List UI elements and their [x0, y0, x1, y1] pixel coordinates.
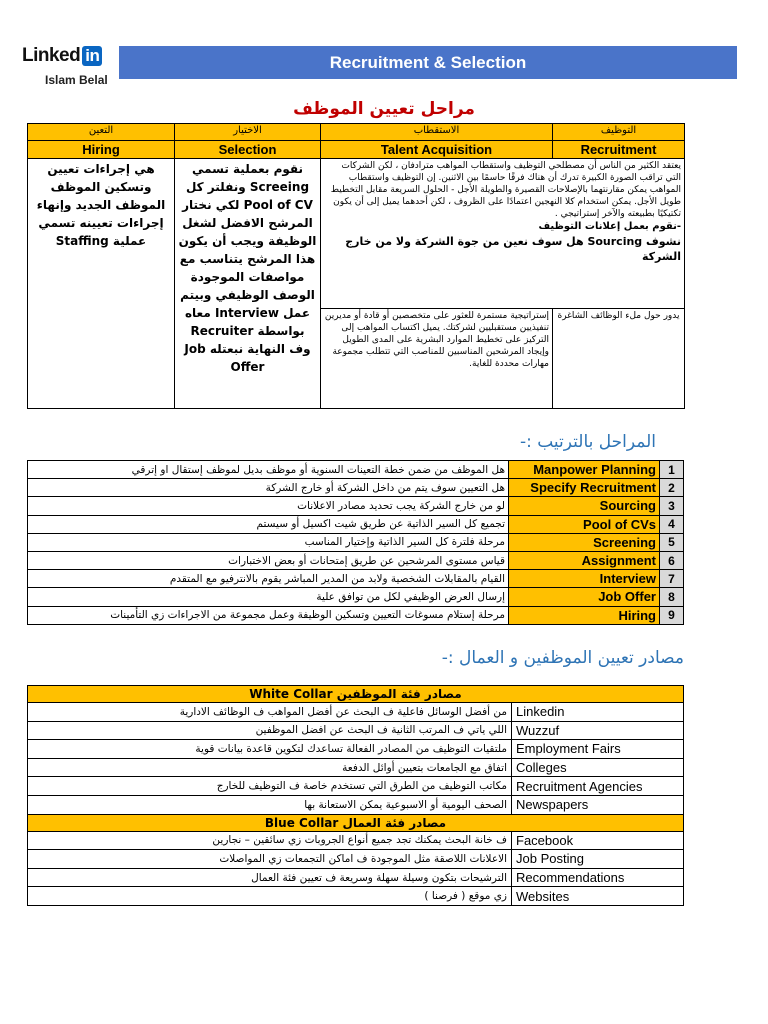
source-row: [28, 777, 684, 796]
hiring-description: هي إجراءات تعيين وتسكين الموظف الموظف الجديد وإنهاء إجراءات تعيينه تسمي عملية Staffing: [28, 159, 175, 409]
page-title-banner: Recruitment & Selection: [119, 46, 737, 79]
header-ar-recruitment: التوظيف: [553, 124, 685, 141]
source-row: [28, 758, 684, 777]
source-description: اتفاق مع الجامعات بتعيين أوائل الدفعة: [28, 758, 512, 777]
talent-acquisition-description: إستراتيجية مستمرة للعثور على متخصصين أو قادة أو مديرين تنفيذيين مستقبليين لشركتك. يميل اكتساب المواهب إلى التركيز على تخطيط الموارد البشرية على المدى الطويل وإيجاد المرشحين المناسبين للمناصب التي تتطلب مجموعة مهارات محددة للغاية.: [321, 309, 553, 409]
source-name: Employment Fairs: [512, 740, 684, 759]
order-row: [28, 551, 684, 569]
source-name: Recommendations: [512, 868, 684, 887]
header-en-selection: Selection: [175, 141, 321, 159]
step-description: القيام بالمقابلات الشخصية ولابد من المدير المباشر يقوم بالانترفيو مع المتقدم: [28, 570, 509, 588]
stages-en-header-row: [28, 141, 685, 159]
recruitment-description: [321, 159, 685, 309]
header-ar-hiring: التعين: [28, 124, 175, 141]
step-description: لو من خارج الشركة يجب تحديد مصادر الاعلانات: [28, 497, 509, 515]
header-ar-talent: الاستقطاب: [321, 124, 553, 141]
order-row: [28, 497, 684, 515]
step-name: Pool of CVs: [509, 515, 660, 533]
order-row: [28, 533, 684, 551]
source-row: [28, 887, 684, 906]
step-number: 6: [660, 551, 684, 569]
source-name: Websites: [512, 887, 684, 906]
step-number: 4: [660, 515, 684, 533]
source-description: ف خانة البحث يمكنك تجد جميع أنواع الجروبات زي سائقين – نجارين: [28, 831, 512, 850]
source-description: الصحف اليومية أو الاسبوعية يمكن الاستعانة بها: [28, 795, 512, 814]
source-description: الترشيحات بتكون وسيلة سهلة وسريعة ف تعيين فئة العمال: [28, 868, 512, 887]
source-name: Recruitment Agencies: [512, 777, 684, 796]
source-row: [28, 795, 684, 814]
author-name: Islam Belal: [45, 73, 108, 87]
order-row: [28, 479, 684, 497]
source-name: Newspapers: [512, 795, 684, 814]
sources-table: [27, 685, 684, 906]
header-en-talent: Talent Acquisition: [321, 141, 553, 159]
source-row: [28, 721, 684, 740]
source-description: من أفضل الوسائل فاعلية ف البحث عن أفضل المواهب ف الوظائف الادارية: [28, 703, 512, 722]
stages-heading: مراحل تعيين الموظف: [293, 99, 475, 119]
recruitment-intro: يعتقد الكثير من الناس أن مصطلحي التوظيف واستقطاب المواهب مترادفان ، لكن الشركات التي تراقب الصورة الكبيرة تدرك أن هناك فرقًا حاسمًا بين الاثنين. إن التوظيف واستقطاب المواهب يمكن مقارنتهما بالإصلاحات القصيرة والطويلة الأجل - الحلول السريعة مقابل التخطيط طويل الأجل. يمكن استخدام كلا النهجين اعتمادًا على الظروف ، لكن أحدهما يميل إلى أن يكون تكتيكيًا بطبيعته والآخر إستراتيجي .: [330, 161, 681, 219]
step-name: Specify Recruitment: [509, 479, 660, 497]
recruitment-sourcing: نشوف Sourcing هل سوف نعين من جوة الشركة ولا من خارج الشركة: [345, 235, 681, 263]
step-number: 7: [660, 570, 684, 588]
logo-in-box: in: [82, 46, 102, 66]
source-description: زي موقع ( فرصنا ): [28, 887, 512, 906]
step-name: Interview: [509, 570, 660, 588]
step-description: هل التعيين سوف يتم من داخل الشركة أو خارج الشركة: [28, 479, 509, 497]
recruitment-ads: -نقوم بعمل إعلانات التوظيف: [538, 221, 681, 232]
step-description: تجميع كل السير الذاتية عن طريق شيت اكسيل أو سيستم: [28, 515, 509, 533]
header-en-recruitment: Recruitment: [553, 141, 685, 159]
stages-body-row-1: [28, 159, 685, 309]
source-name: Linkedin: [512, 703, 684, 722]
step-number: 3: [660, 497, 684, 515]
source-description: مكاتب التوظيف من الطرق التي تستخدم خاصة ف التوظيف للخارج: [28, 777, 512, 796]
stages-ar-header-row: [28, 124, 685, 141]
blue-collar-header-row: [28, 814, 684, 831]
source-row: [28, 740, 684, 759]
recruitment-jobs-note: يدور حول ملء الوظائف الشاغرة: [553, 309, 685, 409]
step-name: Hiring: [509, 606, 660, 624]
order-row: [28, 588, 684, 606]
order-heading: المراحل بالترتيب :-: [519, 432, 656, 452]
step-number: 9: [660, 606, 684, 624]
source-row: [28, 831, 684, 850]
source-name: Facebook: [512, 831, 684, 850]
step-description: قياس مستوى المرشحين عن طريق إمتحانات أو بعض الاختبارات: [28, 551, 509, 569]
step-name: Assignment: [509, 551, 660, 569]
step-name: Manpower Planning: [509, 461, 660, 479]
step-number: 5: [660, 533, 684, 551]
source-row: [28, 850, 684, 869]
step-name: Job Offer: [509, 588, 660, 606]
step-description: مرحلة فلترة كل السير الذاتية وإختيار المناسب: [28, 533, 509, 551]
source-description: ملتقيات التوظيف من المصادر الفعالة تساعدك لتكوين قاعدة بيانات قوية: [28, 740, 512, 759]
source-row: [28, 868, 684, 887]
step-description: مرحلة إستلام مسوغات التعيين وتسكين الوظيفة وعمل مجموعة من الاجراءات زي التأمينات: [28, 606, 509, 624]
source-name: Wuzzuf: [512, 721, 684, 740]
header-ar-selection: الاختيار: [175, 124, 321, 141]
sources-heading: مصادر تعيين الموظفين و العمال :-: [441, 648, 684, 668]
linkedin-logo: [22, 45, 122, 90]
order-row: [28, 515, 684, 533]
order-row: [28, 461, 684, 479]
step-name: Sourcing: [509, 497, 660, 515]
source-name: Job Posting: [512, 850, 684, 869]
step-number: 8: [660, 588, 684, 606]
order-row: [28, 570, 684, 588]
source-name: Colleges: [512, 758, 684, 777]
source-description: الاعلانات اللاصقة مثل الموجودة ف اماكن التجمعات زي المواصلات: [28, 850, 512, 869]
step-name: Screening: [509, 533, 660, 551]
selection-description: نقوم بعملية تسمي Screeing ونفلتر كل Pool of CV لكي نختار المرشح الافضل لشغل الوظيفة ويجب أن يكون هذا المرشح يتناسب مع مواصفات الموجودة الوصف الوظيفي وبيتم عمل Interview معاه بواسطة Recruiter وف النهاية نبعتله Job Offer: [175, 159, 321, 409]
step-description: إرسال العرض الوظيفي لكل من توافق علية: [28, 588, 509, 606]
header-en-hiring: Hiring: [28, 141, 175, 159]
step-description: هل الموظف من ضمن خطة التعينات السنوية أو موظف بديل لموظف إستقال او إترقي: [28, 461, 509, 479]
step-number: 1: [660, 461, 684, 479]
stages-table: [27, 123, 685, 409]
white-collar-header-row: [28, 686, 684, 703]
white-collar-header: مصادر فئة الموظفين White Collar: [28, 686, 684, 703]
source-row: [28, 703, 684, 722]
step-number: 2: [660, 479, 684, 497]
blue-collar-header: مصادر فئة العمال Blue Collar: [28, 814, 684, 831]
order-row: [28, 606, 684, 624]
order-table: [27, 460, 684, 625]
logo-wordmark: Linked in: [22, 45, 102, 67]
source-description: اللي ياتي ف المرتب الثانية ف البحث عن افضل الموظفين: [28, 721, 512, 740]
